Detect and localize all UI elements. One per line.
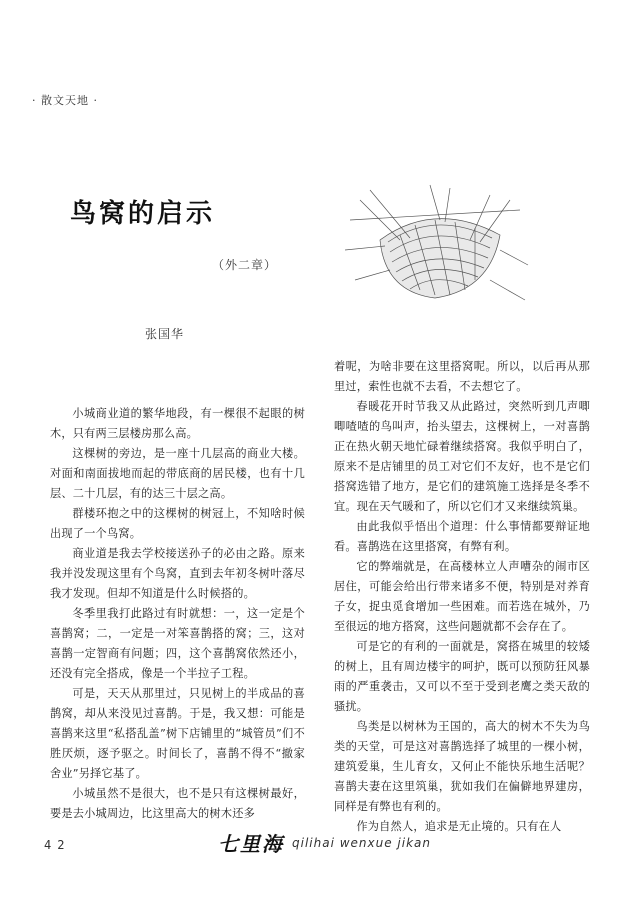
paragraph: 可是，天天从那里过，只见树上的半成品的喜鹊窝，却从来没见过喜鹊。于是，我又想：可能是喜鹊来这里“私搭乱盖”树下店铺里的“城管员”们不胜厌烦，逐予驱之。时间长了，喜鹊不得不“撤家舍业”另择它基了。 [50, 687, 305, 780]
article-column-left [50, 404, 305, 824]
article-subtitle: （外二章） [212, 258, 278, 272]
page-number: 42 [44, 838, 71, 852]
magazine-title: 七里海 [218, 832, 284, 856]
article-column-right [334, 357, 590, 837]
article-author: 张国华 [145, 327, 185, 341]
paragraph: 这棵树的旁边，是一座十几层高的商业大楼。对面和南面拔地而起的带底商的居民楼，也有十几层、二十几层，有的达三十层之高。 [50, 447, 305, 500]
paragraph: 可是它的有利的一面就是，窝搭在城里的较矮的树上，且有周边楼宇的呵护，既可以预防狂风暴雨的严重袭击，又可以不至于受到老鹰之类天敌的骚扰。 [334, 640, 590, 713]
paragraph: 它的弊端就是，在高楼林立人声嘈杂的闹市区居住，可能会给出行带来诸多不便，特别是对养育子女，捉虫觅食增加一些困难。而若选在城外，乃至很远的地方搭窝，这些问题就都不会存在了。 [334, 560, 590, 633]
bird-nest-illustration [340, 180, 530, 308]
paragraph: 小城商业道的繁华地段，有一棵很不起眼的树木，只有两三层楼房那么高。 [50, 407, 305, 440]
paragraph: 由此我似乎悟出个道理：什么事情都要辩证地看。喜鹊选在这里搭窝，有弊有利。 [334, 520, 590, 553]
paragraph: 冬季里我打此路过有时就想：一，这一定是个喜鹊窝；二，一定是一对笨喜鹊搭的窝；三，这对喜鹊一定智商有问题；四，这个喜鹊窝依然还小，还没有完全搭成，像是一个半拉子工程。 [50, 607, 305, 680]
magazine-pinyin: qilihai wenxue jikan [292, 836, 432, 850]
article-title: 鸟窝的启示 [70, 199, 216, 229]
paragraph: 春暖花开时节我又从此路过，突然听到几声唧唧喳喳的鸟叫声，抬头望去，这棵树上，一对喜鹊正在热火朝天地忙碌着继续搭窝。我似乎明白了，原来不是店铺里的员工对它们不友好，也不是它们搭窝选错了地方，是它们的建筑施工选择是冬季不宜。现在天气暖和了，所以它们才又来继续筑巢。 [334, 400, 590, 513]
paragraph: 商业道是我去学校接送孙子的必由之路。原来我并没发现这里有个鸟窝，直到去年初冬树叶落尽我才发现。但却不知道是什么时候搭的。 [50, 547, 305, 600]
paragraph: 鸟类是以树林为王国的，高大的树木不失为鸟类的天堂，可是这对喜鹊选择了城里的一棵小树，建筑爱巢，生儿育女，又何止不能快乐地生活呢？喜鹊夫妻在这里筑巢，犹如我们在偏僻地界建房，同样是有弊也有利的。 [334, 720, 590, 813]
section-tag: · 散文天地 · [32, 94, 98, 107]
paragraph: 小城虽然不是很大，也不是只有这棵树最好，要是去小城周边，比这里高大的树木还多 [50, 787, 305, 820]
paragraph: 作为自然人，追求是无止境的。只有在人 [356, 820, 562, 833]
paragraph: 着呢，为啥非要在这里搭窝呢。所以，以后再从那里过，索性也就不去看，不去想它了。 [334, 360, 590, 393]
paragraph: 群楼环抱之中的这棵树的树冠上，不知啥时候出现了一个鸟窝。 [50, 507, 305, 540]
